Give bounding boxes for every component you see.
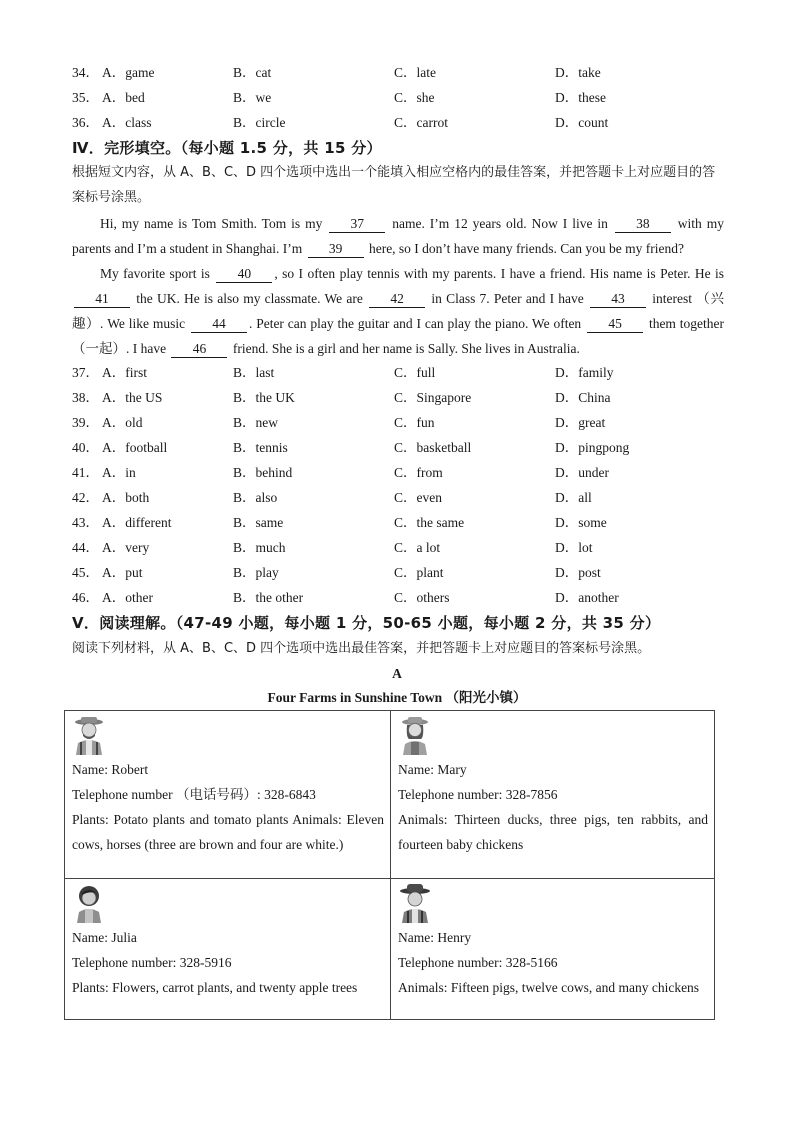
question-number: 35． [72,90,99,105]
option-d: D．another [555,590,619,605]
option-a: A．put [102,565,143,580]
question-37-options [72,363,732,383]
question-38-options [72,388,732,408]
question-35-options [72,88,732,108]
section-5-instruction: 阅读下列材料，从 A、B、C、D 四个选项中选出最佳答案，并把答题卡上对应题目的答案标号涂黑。 [72,641,651,656]
blank-38: 38 [615,216,671,233]
farm-details: Plants: Flowers, carrot plants, and twenty apple trees [72,980,358,995]
section-5-title: Ⅴ．阅读理解。（47-49 小题，每小题 1 分，50-65 小题，每小题 2 分，共 35 分） [72,614,661,632]
option-c: C．carrot [394,115,448,130]
option-c: C．she [394,90,435,105]
section-4-title: Ⅳ．完形填空。（每小题 1.5 分，共 15 分） [72,139,382,157]
farm-details: Animals: Thirteen ducks, three pigs, ten rabbits, and fourteen baby chickens [398,812,708,852]
option-c: C．late [394,65,436,80]
option-c: C．plant [394,565,444,580]
question-number: 41． [72,465,99,480]
farm-cell-julia [65,879,390,1019]
option-b: B．also [233,490,278,505]
option-b: B．new [233,415,278,430]
passage-text: . Peter can play the guitar and I can play the piano. We often [248,316,582,331]
option-a: A．first [102,365,147,380]
blank-39: 39 [308,241,364,258]
option-d: D．lot [555,540,593,555]
option-a: A．other [102,590,153,605]
blank-45: 45 [587,316,643,333]
question-number: 38． [72,390,99,405]
option-a: A．game [102,65,155,80]
question-40-options [72,438,732,458]
section-4-instruction: 根据短文内容，从 A、B、C、D 四个选项中选出一个能填入相应空格内的最佳答案，并把答题卡上对应题目的答案标号涂黑。 [72,165,716,205]
option-d: D．under [555,465,609,480]
question-number: 34． [72,65,99,80]
farm-owner-name: Name: Robert [72,762,149,777]
farm-telephone: Telephone number （电话号码）: 328-6843 [72,787,316,802]
farm-details: Plants: Potato plants and tomato plants Animals: Eleven cows, horses (three are brown and four are white.) [72,812,384,852]
option-c: C．even [394,490,442,505]
passage-text: them together （一起）. I have [72,316,725,356]
option-d: D．count [555,115,609,130]
option-c: C．the same [394,515,465,530]
question-number: 45． [72,565,99,580]
question-43-options [72,513,732,533]
passage-title: Four Farms in Sunshine Town （阳光小镇） [267,690,527,705]
cloze-paragraph-1 [72,211,724,261]
question-number: 37． [72,365,99,380]
option-a: A．old [102,415,143,430]
farm-cell-robert [65,711,390,878]
option-c: C．others [394,590,450,605]
option-a: A．the US [102,390,163,405]
question-46-options [72,588,732,608]
question-number: 39． [72,415,99,430]
question-36-options [72,113,732,133]
option-a: A．football [102,440,168,455]
blank-37: 37 [329,216,385,233]
passage-label: A [392,666,402,681]
question-34-options [72,63,732,83]
question-number: 42． [72,490,99,505]
option-c: C．fun [394,415,435,430]
blank-41: 41 [74,291,130,308]
option-a: A．class [102,115,152,130]
option-d: D．all [555,490,592,505]
option-b: B．behind [233,465,293,480]
question-number: 44． [72,540,99,555]
option-d: D．take [555,65,601,80]
farmer-girl-icon [72,883,106,923]
option-d: D．great [555,415,606,430]
farm-owner-name: Name: Julia [72,930,137,945]
question-45-options [72,563,732,583]
passage-text: My favorite sport is [100,266,210,281]
option-b: B．tennis [233,440,288,455]
farm-table [64,710,715,1020]
option-d: D．these [555,90,606,105]
question-number: 40． [72,440,99,455]
option-b: B．play [233,565,279,580]
farm-telephone: Telephone number: 328-5916 [72,955,232,970]
farm-details: Animals: Fifteen pigs, twelve cows, and many chickens [398,980,700,995]
option-d: D．some [555,515,607,530]
option-c: C．full [394,365,436,380]
option-c: C．from [394,465,443,480]
passage-text: Hi, my name is Tom Smith. Tom is my [100,216,323,231]
cloze-paragraph-2 [72,261,724,361]
blank-42: 42 [369,291,425,308]
option-b: B．same [233,515,284,530]
passage-text: in Class 7. Peter and I have [431,291,584,306]
option-a: A．different [102,515,172,530]
question-number: 46． [72,590,99,605]
question-41-options [72,463,732,483]
option-d: D．post [555,565,601,580]
passage-text: here, so I don’t have many friends. Can you be my friend? [368,241,684,256]
option-b: B．last [233,365,275,380]
farm-owner-name: Name: Mary [398,762,467,777]
option-d: D．China [555,390,611,405]
option-d: D．family [555,365,614,380]
passage-text: the UK. He is also my classmate. We are [136,291,363,306]
question-number: 36． [72,115,99,130]
farm-cell-henry [391,879,714,1019]
passage-text: friend. She is a girl and her name is Sally. She lives in Australia. [232,341,580,356]
option-b: B．the UK [233,390,295,405]
passage-text: name. I’m 12 years old. Now I live in [392,216,608,231]
passage-text: interest （兴趣）. We like music [72,291,725,331]
option-a: A．very [102,540,150,555]
option-b: B．circle [233,115,286,130]
farmer-hat-man-icon [398,883,432,923]
farm-telephone: Telephone number: 328-5166 [398,955,558,970]
blank-40: 40 [216,266,272,283]
option-b: B．much [233,540,286,555]
farmer-woman-icon [398,715,432,755]
farm-cell-mary [391,711,714,878]
option-a: A．bed [102,90,145,105]
farm-owner-name: Name: Henry [398,930,472,945]
question-39-options [72,413,732,433]
option-d: D．pingpong [555,440,630,455]
blank-43: 43 [590,291,646,308]
question-44-options [72,538,732,558]
option-b: B．cat [233,65,272,80]
option-c: C．a lot [394,540,441,555]
option-c: C．basketball [394,440,472,455]
farm-telephone: Telephone number: 328-7856 [398,787,558,802]
farmer-man-icon [72,715,106,755]
blank-44: 44 [191,316,247,333]
option-c: C．Singapore [394,390,472,405]
blank-46: 46 [171,341,227,358]
passage-text: with my parents and I’m a student in Shanghai. I’m [72,216,724,256]
option-b: B．we [233,90,272,105]
option-b: B．the other [233,590,304,605]
option-a: A．both [102,490,150,505]
question-42-options [72,488,732,508]
option-a: A．in [102,465,136,480]
question-number: 43． [72,515,99,530]
passage-text: , so I often play tennis with my parents. I have a friend. His name is Peter. He is [274,266,724,281]
